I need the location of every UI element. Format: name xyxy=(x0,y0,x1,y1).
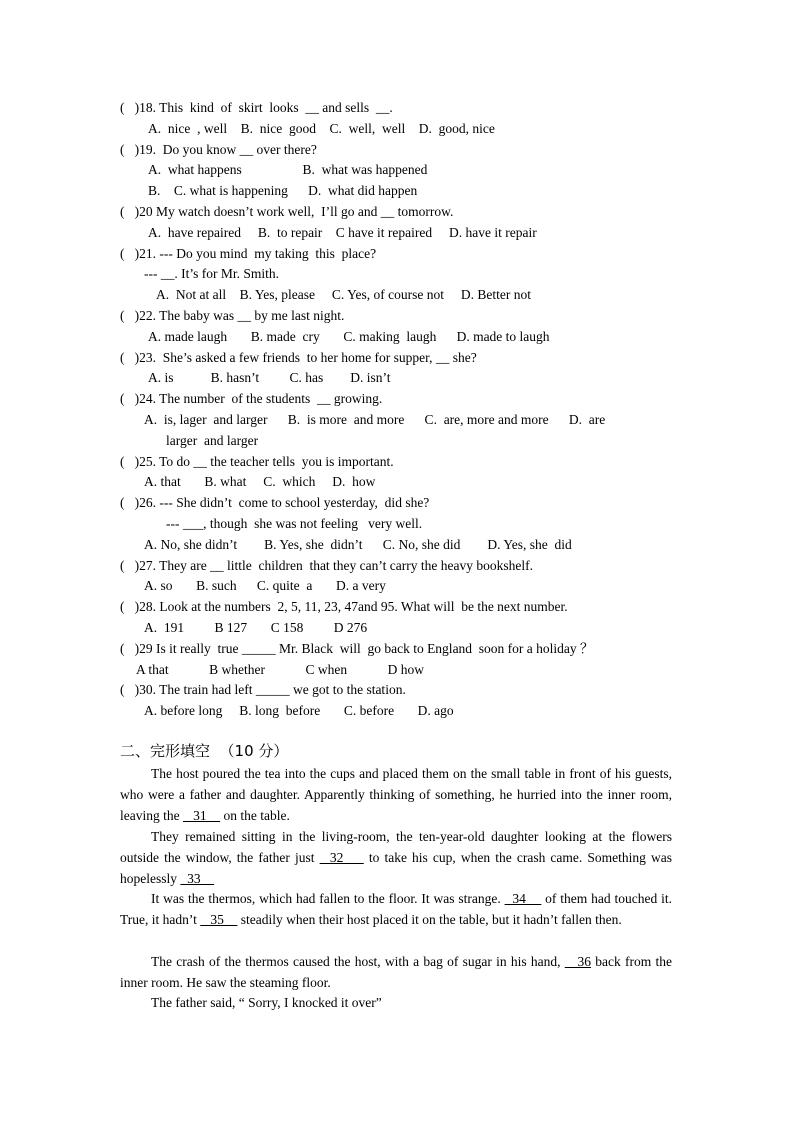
blank-35: 35 xyxy=(200,911,238,927)
passage-text: on the table. xyxy=(220,807,290,823)
question-26: ( )26. --- She didn’t come to school yesterday, did she? xyxy=(120,495,430,510)
passage-text: of them had touched it. True, it hadn’t xyxy=(120,891,673,927)
passage-text: The crash of the thermos caused the host, with a bag of sugar in his hand, xyxy=(151,954,565,969)
passage-text: The host poured the tea into the cups and placed them on the small table in front of his guests, who were a father and daughter. Apparently thinking of something, he hurried into the inner room, leaving the xyxy=(120,766,672,823)
passage-paragraph-5: The father said, “ Sorry, I knocked it over” xyxy=(151,995,382,1010)
question-22: ( )22. The baby was __ by me last night. xyxy=(120,308,345,323)
question-18-options: A. nice , well B. nice good C. well, well D. good, nice xyxy=(148,121,495,136)
blank-34: 34 xyxy=(504,891,542,906)
question-24-options-line-1: A. is, lager and larger B. is more and more C. are, more and more D. are xyxy=(144,412,606,427)
section-heading: 二、完形填空 （10 分） xyxy=(120,742,289,760)
passage-text: It was the thermos, which had fallen to the floor. It was strange. xyxy=(151,891,505,906)
blank-31: 31 xyxy=(182,807,221,823)
question-20-options: A. have repaired B. to repair C have it repaired D. have it repair xyxy=(148,225,537,240)
blank-33: 33 xyxy=(180,870,215,886)
question-27-options: A. so B. such C. quite a D. a very xyxy=(144,578,386,593)
passage-text: They remained sitting in the living-room, the ten-year-old daughter looking at the flowers outside the window, the father just xyxy=(120,829,672,865)
question-23: ( )23. She’s asked a few friends to her home for supper, __ she? xyxy=(120,350,477,365)
question-20: ( )20 My watch doesn’t work well, I’ll go and __ tomorrow. xyxy=(120,204,454,219)
passage-paragraph-4 xyxy=(120,952,672,994)
question-21-reply: --- __. It’s for Mr. Smith. xyxy=(144,266,279,281)
question-23-options: A. is B. hasn’t C. has D. isn’t xyxy=(148,370,391,385)
passage-text: to take his cup, when the crash came. Something was hopelessly xyxy=(120,849,672,886)
question-25: ( )25. To do __ the teacher tells you is important. xyxy=(120,454,394,469)
question-19-options-line-1: A. what happens B. what was happened xyxy=(148,162,428,177)
question-25-options: A. that B. what C. which D. how xyxy=(144,474,376,489)
passage-text: back from the inner room. He saw the steaming floor. xyxy=(120,954,673,990)
passage-paragraph-1 xyxy=(120,764,672,826)
passage-paragraph-2 xyxy=(120,827,672,889)
question-22-options: A. made laugh B. made cry C. making laugh D. made to laugh xyxy=(148,329,550,344)
question-26-reply: --- ___, though she was not feeling very well. xyxy=(166,516,423,531)
passage-text: steadily when their host placed it on the table, but it hadn’t fallen then. xyxy=(237,911,622,927)
question-19: ( )19. Do you know __ over there? xyxy=(120,142,317,157)
question-26-options: A. No, she didn’t B. Yes, she didn’t C. No, she did D. Yes, she did xyxy=(144,537,572,552)
blank-36: 36 xyxy=(564,954,592,969)
question-29: ( )29 Is it really true _____ Mr. Black will go back to England soon for a holiday ？ xyxy=(120,641,594,656)
passage-paragraph-3 xyxy=(120,889,672,931)
question-24-options-line-2: larger and larger xyxy=(166,433,259,448)
question-29-options: A that B whether C when D how xyxy=(136,662,424,677)
question-24: ( )24. The number of the students __ growing. xyxy=(120,391,383,406)
question-28: ( )28. Look at the numbers 2, 5, 11, 23, 47and 95. What will be the next number. xyxy=(120,599,568,614)
question-21-options: A. Not at all B. Yes, please C. Yes, of course not D. Better not xyxy=(156,287,531,302)
question-18: ( )18. This kind of skirt looks __ and sells __. xyxy=(120,100,393,115)
question-30: ( )30. The train had left _____ we got to the station. xyxy=(120,682,406,697)
question-30-options: A. before long B. long before C. before D. ago xyxy=(144,703,454,718)
question-27: ( )27. They are __ little children that they can’t carry the heavy bookshelf. xyxy=(120,558,533,573)
question-21: ( )21. --- Do you mind my taking this place? xyxy=(120,246,377,261)
question-28-options: A. 191 B 127 C 158 D 276 xyxy=(144,620,368,635)
blank-32: 32 xyxy=(319,849,364,865)
question-19-options-line-2: B. C. what is happening D. what did happen xyxy=(148,183,418,198)
